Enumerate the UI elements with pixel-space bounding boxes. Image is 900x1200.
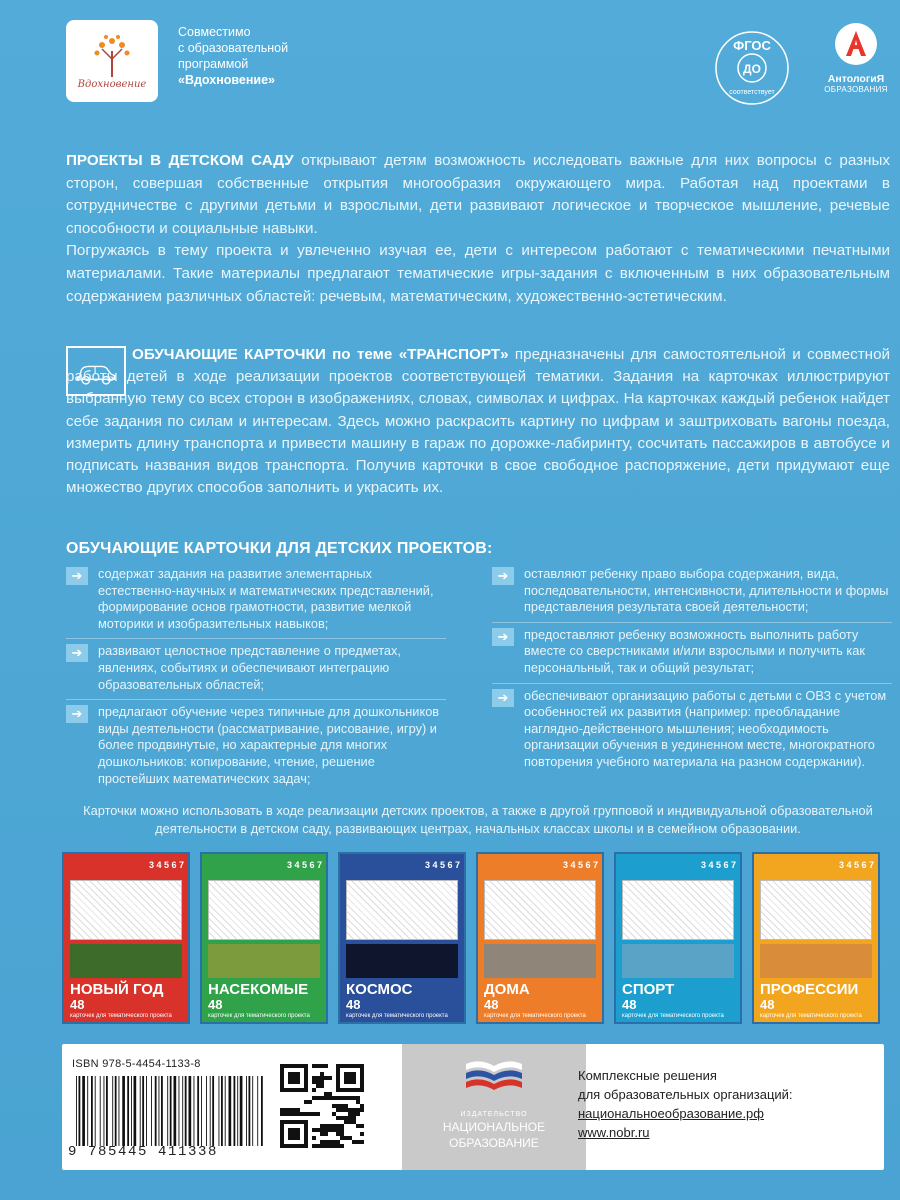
fgos-top-text: ФГОС (733, 38, 771, 53)
bullet-item (492, 683, 892, 777)
publisher-panel (62, 1044, 884, 1170)
cover-age: 3 4 5 6 7 (286, 860, 322, 870)
cover-title: КОСМОС (346, 981, 413, 998)
cover-illustration (208, 880, 320, 940)
flag-book-icon (462, 1056, 526, 1100)
tree-icon (92, 33, 132, 77)
transport-text (66, 344, 890, 499)
usage-note: Карточки можно использовать в ходе реализации детских проектов, а также в другой групповой и индивидуальной образовательной деятельности в детском саду, развивающих центрах, начальных классах школы и в семейном образовании. (83, 803, 873, 836)
cover-illustration (760, 880, 872, 940)
cover-age: 3 4 5 6 7 (148, 860, 184, 870)
book-cover (338, 852, 466, 1024)
qr-code-icon (280, 1064, 364, 1148)
cover-title: ПРОФЕССИИ (760, 981, 859, 998)
vdohnovenie-logo (66, 20, 158, 102)
bullet-text: предлагают обучение через типичные для дошкольников виды деятельности (рассматривание, рисование, игру) и более продвинутые, но характерные для многих дошкольников: копирование, чтение, решение простейших математических задач; (98, 704, 440, 786)
cover-photo (70, 944, 182, 978)
cover-count: 48 (208, 997, 223, 1012)
bullet-text: предоставляют ребенку возможность выполнить работу вместе со сверстниками и/или взрослыми и получить как персональный, так и общий результат; (524, 626, 866, 675)
anthology-sub: ОБРАЗОВАНИЯ (824, 85, 888, 94)
compat-line: программой (178, 57, 249, 71)
isbn-text: ISBN 978-5-4454-1133-8 (72, 1058, 201, 1070)
compat-line: «Вдохновение» (178, 73, 275, 87)
cover-photo (484, 944, 596, 978)
bullet-text: оставляют ребенку право выбора содержания, вида, последовательности, интенсивности, длительности и формы представления результата своей деятельности; (524, 566, 889, 615)
compat-line: с образовательной (178, 41, 289, 55)
transport-rest: предназначены для самостоятельной и совместной работы детей в ходе реализации проектов соответствующей тематики. Задания на карточках иллюстрируют выбранную тему со всех сторон в изображениях, словах, символах и цифрах. На карточках каждый ребенок найдет себе задания по силам и интересам. Здесь можно раскрасить картину по цифрам и заштриховать вагоны поезда, измерить длину транспорта и привести машину в гараж по дорожке-лабиринту, сосчитать пассажиров в автобусе и подписать названия видов транспорта. Получив карточки в свое свободное распоряжение, дети придумают еще множество других способов заполнить и украсить их. (66, 346, 890, 497)
book-cover (62, 852, 190, 1024)
arrow-right-icon: ➔ (492, 628, 514, 646)
bullet-item (66, 562, 446, 638)
compat-note (178, 24, 318, 88)
intro-paragraph-1 (66, 150, 890, 240)
intro-paragraph-2: Погружаясь в тему проекта и увлеченно изучая ее, дети с интересом работают с тематическими печатными материалами. Такие материалы предлагают тематические игры-задания с включенным в них образовательным содержанием различных областей: речевым, математическим, художественно-эстетическим. (66, 242, 890, 305)
publisher-info (578, 1066, 793, 1142)
cover-illustration (484, 880, 596, 940)
bullet-column-left (66, 562, 446, 793)
bullet-item (492, 622, 892, 683)
book-cover (614, 852, 742, 1024)
cover-header (64, 854, 188, 876)
arrow-right-icon: ➔ (66, 567, 88, 585)
cover-header (202, 854, 326, 876)
bullet-item (66, 638, 446, 699)
cover-photo (208, 944, 320, 978)
cover-header (340, 854, 464, 876)
anthology-a-icon (834, 22, 878, 66)
logo-label: Вдохновение (77, 78, 147, 90)
publisher-logo-block (402, 1044, 586, 1170)
arrow-right-icon: ➔ (66, 644, 88, 662)
cover-illustration (622, 880, 734, 940)
cover-count: 48 (760, 997, 775, 1012)
series-covers (62, 852, 892, 1028)
site-link-nobr[interactable]: www.nobr.ru (578, 1125, 650, 1140)
cover-illustration (346, 880, 458, 940)
section-title: ОБУЧАЮЩИЕ КАРТОЧКИ ДЛЯ ДЕТСКИХ ПРОЕКТОВ: (66, 540, 493, 557)
cover-photo (346, 944, 458, 978)
cover-header (754, 854, 878, 876)
cover-age: 3 4 5 6 7 (562, 860, 598, 870)
cover-age: 3 4 5 6 7 (700, 860, 736, 870)
book-cover (476, 852, 604, 1024)
bullet-text: обеспечивают организацию работы с детьми с ОВЗ с учетом особенностей их развития (например: преобладание наглядно-действенного мышления; необходимость организации обучения в уединенном месте, многократного повторения учебного материала на разном содержании). (524, 687, 887, 769)
publisher-name-2: ОБРАЗОВАНИЕ (449, 1136, 539, 1150)
intro-p1-rest: открывают детям возможность исследовать важные для них вопросы с разных сторон, совершая собственные открытия многообразия окружающего мира. Работая над проектами в сотрудничестве с другими детьми и взрослыми, дети развивают логическое и творческое мышление, речевые способности и социальные навыки. (66, 152, 890, 237)
publisher-small-label: ИЗДАТЕЛЬСТВО (460, 1111, 528, 1118)
cover-subtitle: карточек для тематического проекта (484, 1013, 586, 1019)
cover-photo (760, 944, 872, 978)
book-cover (200, 852, 328, 1024)
transport-lead: ОБУЧАЮЩИЕ КАРТОЧКИ по теме «ТРАНСПОРТ» (132, 346, 509, 363)
compat-line: Совместимо (178, 25, 251, 39)
cover-count: 48 (346, 997, 361, 1012)
cover-photo (622, 944, 734, 978)
cover-subtitle: карточек для тематического проекта (346, 1013, 448, 1019)
intro-text (66, 150, 890, 308)
bullet-text: развивают целостное представление о предметах, явлениях, событиях и обеспечивают интеграцию образовательных областей; (98, 643, 401, 692)
info-line: для образовательных организаций: (578, 1087, 793, 1102)
book-cover (752, 852, 880, 1024)
cover-subtitle: карточек для тематического проекта (622, 1013, 724, 1019)
cover-subtitle: карточек для тематического проекта (70, 1013, 172, 1019)
cover-count: 48 (70, 997, 85, 1012)
bullet-item (66, 699, 446, 793)
bullet-text: содержат задания на развитие элементарных естественно-научных и математических представлений, формирование основ грамотности, развитие мелкой моторики и изобразительных навыков; (98, 566, 434, 631)
cover-header (478, 854, 602, 876)
info-line: Комплексные решения (578, 1068, 717, 1083)
site-link-rf[interactable]: национальноеобразование.рф (578, 1106, 764, 1121)
bullet-column-right (492, 562, 892, 777)
cover-age: 3 4 5 6 7 (424, 860, 460, 870)
cover-count: 48 (484, 997, 499, 1012)
cover-illustration (70, 880, 182, 940)
arrow-right-icon: ➔ (492, 567, 514, 585)
publisher-name-1: НАЦИОНАЛЬНОЕ (442, 1120, 546, 1134)
cover-header (616, 854, 740, 876)
bullet-item (492, 562, 892, 622)
fgos-badge-icon (712, 28, 792, 108)
anthology-logo (818, 22, 894, 94)
cover-subtitle: карточек для тематического проекта (760, 1013, 862, 1019)
fgos-bottom-text: соответствует (729, 89, 775, 96)
cover-title: НАСЕКОМЫЕ (208, 981, 309, 998)
arrow-right-icon: ➔ (66, 705, 88, 723)
cover-title: НОВЫЙ ГОД (70, 981, 164, 998)
cover-title: СПОРТ (622, 981, 675, 998)
cover-age: 3 4 5 6 7 (838, 860, 874, 870)
barcode-icon (72, 1076, 268, 1146)
intro-lead: ПРОЕКТЫ В ДЕТСКОМ САДУ (66, 152, 294, 169)
cover-title: ДОМА (484, 981, 530, 998)
barcode-digits: 9 785445 411338 (68, 1144, 219, 1160)
cover-subtitle: карточек для тематического проекта (208, 1013, 310, 1019)
arrow-right-icon: ➔ (492, 689, 514, 707)
cover-count: 48 (622, 997, 637, 1012)
fgos-mid-text: ДО (743, 62, 761, 76)
anthology-name: АнтологиЯ (827, 73, 885, 85)
